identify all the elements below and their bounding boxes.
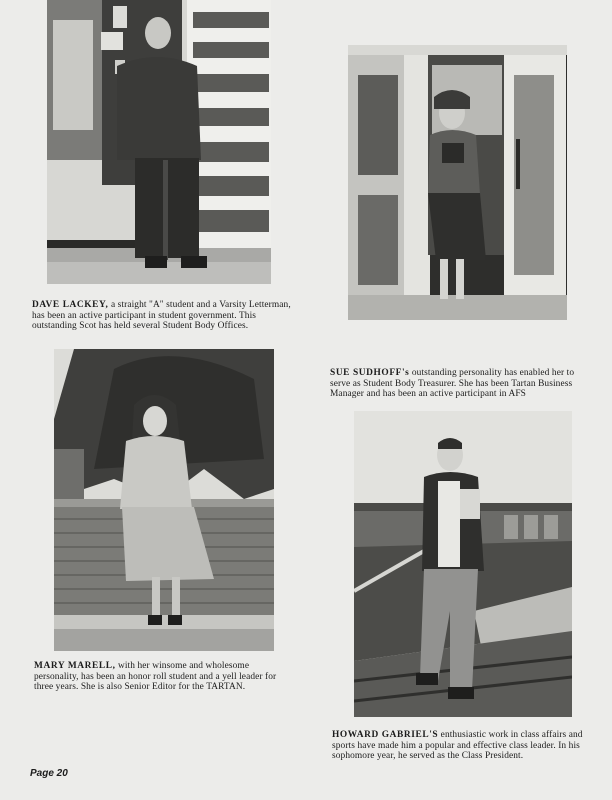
photo-mary-marell bbox=[54, 349, 274, 651]
caption-text: a straight "A" student and a Varsity Letterman, has been an active participant in student government. This outstanding Scot has held several Student Body Offices. bbox=[32, 300, 291, 332]
photo-sue-sudhoff bbox=[348, 45, 567, 320]
caption-name: DAVE LACKEY, bbox=[32, 300, 109, 310]
photo-howard-gabriel bbox=[354, 411, 572, 717]
caption-dave-lackey bbox=[32, 300, 294, 332]
caption-text: outstanding personality has enabled her to serve as Student Body Treasurer. She has been Tartan Business Manager and has been an active participant in AFS bbox=[330, 368, 575, 400]
photo-dave-lackey bbox=[47, 0, 271, 284]
page-number: Page 20 bbox=[30, 768, 68, 779]
caption-name: HOWARD GABRIEL'S bbox=[332, 730, 439, 740]
caption-sue-sudhoff bbox=[330, 368, 592, 400]
caption-howard-gabriel bbox=[332, 730, 594, 762]
caption-text: with her winsome and wholesome personality, has been an honor roll student and a yell leader for three years. She is also Senior Editor for the TARTAN. bbox=[34, 661, 277, 693]
caption-text: enthusiastic work in class affairs and sports have made him a popular and effective class leader. In his sophomore year, he served as the Class President. bbox=[332, 730, 583, 762]
caption-name: MARY MARELL, bbox=[34, 661, 116, 671]
caption-mary-marell bbox=[34, 661, 296, 693]
caption-name: SUE SUDHOFF's bbox=[330, 368, 410, 378]
